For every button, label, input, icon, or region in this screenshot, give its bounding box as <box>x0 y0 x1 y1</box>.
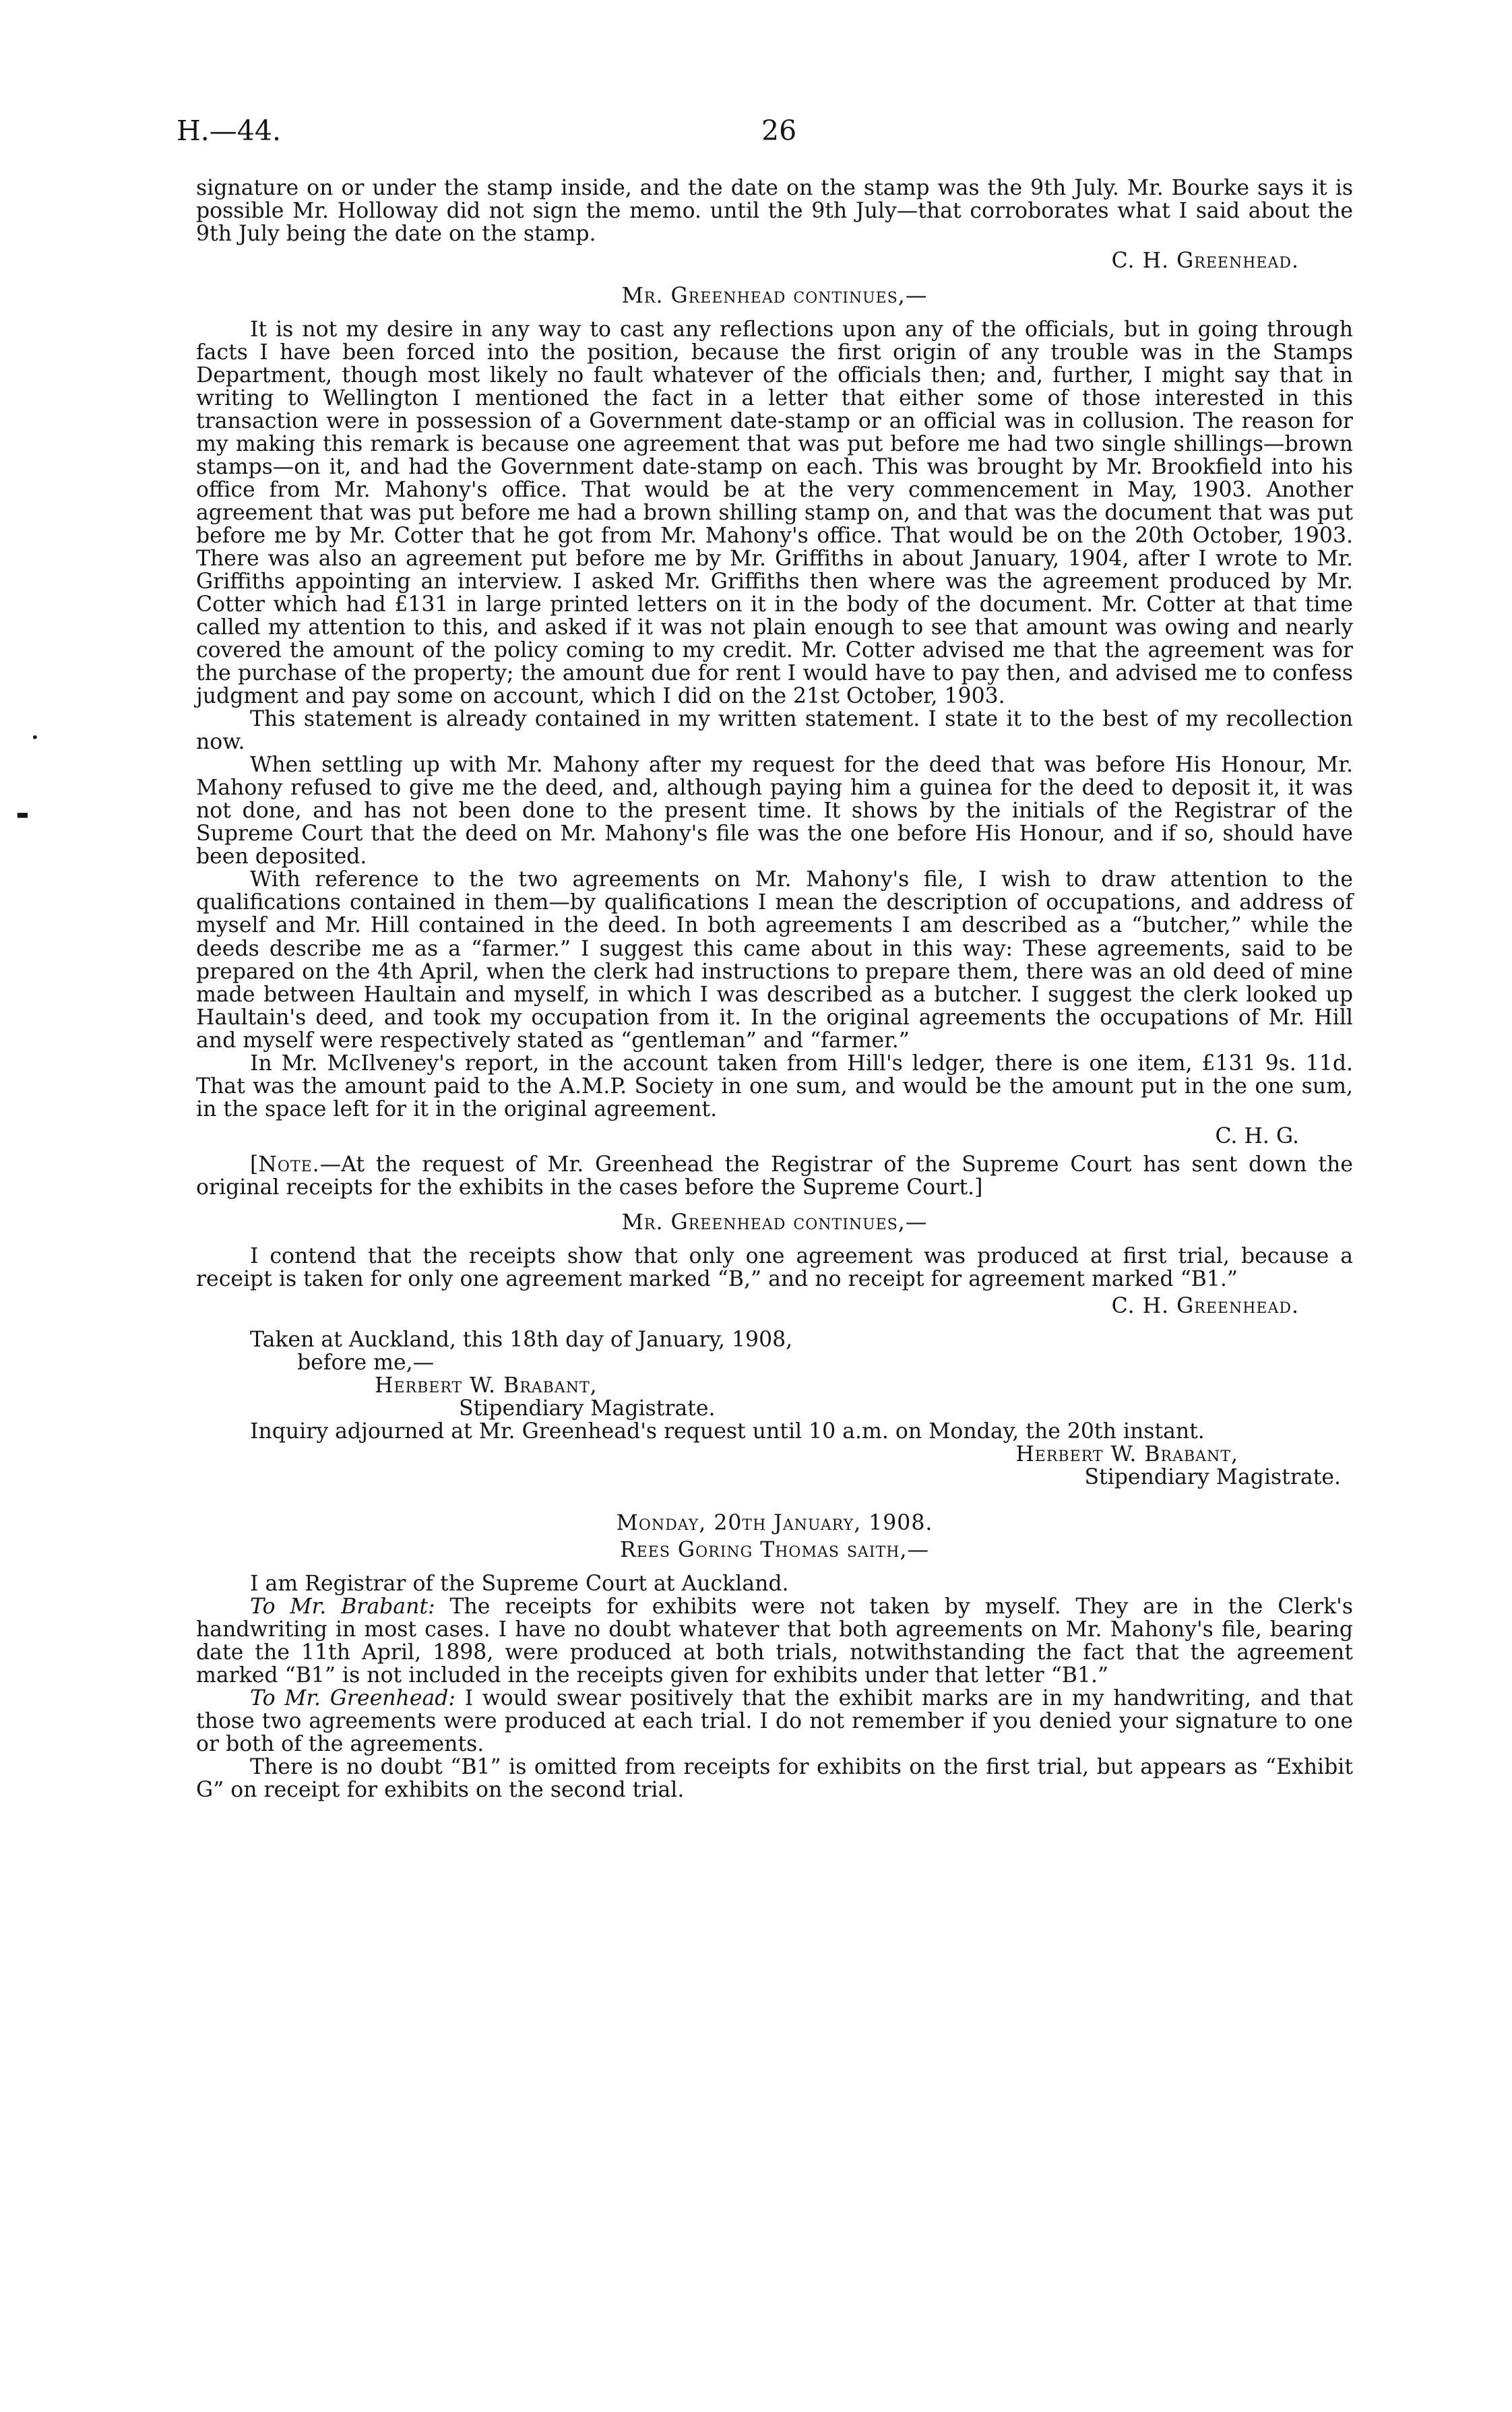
magistrate-name: Herbert W. Brabant, <box>375 1373 598 1398</box>
paragraph-text: I would swear positively that the exhibit marks are in my handwriting, and that those two agreements were produced at each trial. I do not remember if you denied your signature to one or both of the agreements. <box>196 1686 1353 1756</box>
signature: C. H. Greenhead. <box>1111 249 1299 274</box>
magistrate-title: Stipendiary Magistrate. <box>459 1396 716 1421</box>
note-text: —At the request of Mr. Greenhead the Registrar of the Supreme Court has sent down the original receipts for the exhibits in the cases before the Supreme Court.] <box>196 1152 1353 1200</box>
paragraph: I contend that the receipts show that only one agreement was produced at first trial, because a receipt is taken for only one agreement marked “B,” and no receipt for agreement marked “B1.” <box>196 1243 1353 1291</box>
paragraph: There is no doubt “B1” is omitted from receipts for exhibits on the first trial, but appears as “Exhibit G” on receipt for exhibits on the second trial. <box>196 1755 1353 1803</box>
paragraph: With reference to the two agreements on Mr. Mahony's file, I wish to draw attention to the qualifications contained in them—by qualifications I mean the description of occupations, and address of myself and Mr. Hill contained in the deed. In both agreements I am described as a “butcher,” while the deeds describe me as a “farmer.” I suggest this came about in this way: These agreements, said to be prepared on the 4th April, when the clerk had instructions to prepare them, there was an old deed of mine made between Haultain and myself, in which I was described as a butcher. I suggest the clerk looked up Haultain's deed, and took my occupation from it. In the original agreements the occupations of Mr. Hill and myself were respectively stated as “gentleman” and “farmer.” <box>196 867 1353 1053</box>
paragraph: signature on or under the stamp inside, and the date on the stamp was the 9th July. Mr. Bourke says it is possible Mr. Holloway did not sign the memo. until the 9th July—that corroborates what I said about the 9th July being the date on the stamp. <box>196 176 1353 247</box>
signature: C. H. Greenhead. <box>1111 1293 1299 1318</box>
witness-heading: Rees Goring Thomas saith,— <box>620 1537 929 1562</box>
addressee-label: To Mr. Greenhead: <box>250 1686 456 1710</box>
magistrate-name: Herbert W. Brabant, <box>1015 1442 1238 1466</box>
note-paragraph: [Note.—At the request of Mr. Greenhead the Registrar of the Supreme Court has sent down the original receipts for the exhibits in the cases before the Supreme Court.] <box>196 1152 1353 1200</box>
signature: C. H. G. <box>1215 1123 1299 1148</box>
paragraph-text: The receipts for exhibits were not taken by myself. They are in the Clerk's handwriting in most cases. I have no doubt whatever that both agreements on Mr. Mahony's file, bearing date the 11th April, 1898, were produced at both trials, notwithstanding the fact that the agreement marked “B1” is not included in the receipts given for exhibits under that letter “B1.” <box>196 1594 1353 1688</box>
page-header <box>0 115 1512 155</box>
paragraph: I am Registrar of the Supreme Court at Auckland. <box>250 1571 789 1596</box>
addressee-label: To Mr. Brabant: <box>250 1594 435 1619</box>
body-text <box>196 177 1353 1801</box>
magistrate-title: Stipendiary Magistrate. <box>1084 1464 1341 1489</box>
section-heading: Mr. Greenhead continues,— <box>621 284 928 309</box>
date-heading: Monday, 20th January, 1908. <box>616 1510 933 1535</box>
section-heading: Mr. Greenhead continues,— <box>621 1210 928 1235</box>
paragraph: This statement is already contained in my written statement. I state it to the best of my recollection now. <box>196 707 1353 755</box>
document-reference: H.—44. <box>177 115 281 147</box>
paragraph: When settling up with Mr. Mahony after my request for the deed that was before His Honour, Mr. Mahony refused to give me the deed, and, although paying him a guinea for the deed to deposit it, it was not done, and has not been done to the present time. It shows by the initials of the Registrar of the Supreme Court that the deed on Mr. Mahony's file was the one before His Honour, and if so, should have been deposited. <box>196 753 1353 869</box>
paragraph <box>196 1595 1353 1687</box>
paragraph: In Mr. McIlveney's report, in the account taken from Hill's ledger, there is one item, £131 9s. 11d. That was the amount paid to the A.M.P. Society in one sum, and would be the amount put in the one sum, in the space left for it in the original agreement. <box>196 1051 1353 1121</box>
margin-mark: • <box>31 729 39 745</box>
paragraph: Inquiry adjourned at Mr. Greenhead's request until 10 a.m. on Monday, the 20th instant. <box>250 1419 1205 1444</box>
page-number: 26 <box>761 115 797 147</box>
note-label: Note. <box>258 1152 320 1177</box>
paragraph <box>196 1687 1353 1756</box>
paragraph: It is not my desire in any way to cast any reflections upon any of the officials, but in going through facts I have been forced into the position, because the first origin of any trouble was in the Stamps Department, though most likely no fault whatever of the officials then; and, further, I might say that in writing to Wellington I mentioned the fact in a letter that either some of those interested in this transaction were in possession of a Government date-stamp or an official was in collusion. The reason for my making this remark is because one agreement that was put before me had two single shillings—brown stamps—on it, and had the Government date-stamp on each. This was brought by Mr. Brookfield into his office from Mr. Mahony's office. That would be at the very commencement in May, 1903. Another agreement that was put before me had a brown shilling stamp on, and that was the document that was put before me by Mr. Cotter that he got from Mr. Mahony's office. That would be on the 20th October, 1903. There was also an agreement put before me by Mr. Griffiths in about January, 1904, after I wrote to Mr. Griffiths appointing an interview. I asked Mr. Griffiths then where was the agreement produced by Mr. Cotter which had £131 in large printed letters on it in the body of the document. Mr. Cotter at that time called my attention to this, and asked if it was not plain enough to see that amount was owing and nearly covered the amount of the policy coming to my credit. Mr. Cotter advised me that the agreement was for the purchase of the property; the amount due for rent I would have to pay then, and advised me to confess judgment and pay some on account, which I did on the 21st October, 1903. <box>196 317 1353 709</box>
attestation-line: Taken at Auckland, this 18th day of January, 1908, <box>250 1327 793 1352</box>
attestation-line: before me,— <box>297 1350 435 1375</box>
margin-mark: ▬ <box>16 806 29 822</box>
